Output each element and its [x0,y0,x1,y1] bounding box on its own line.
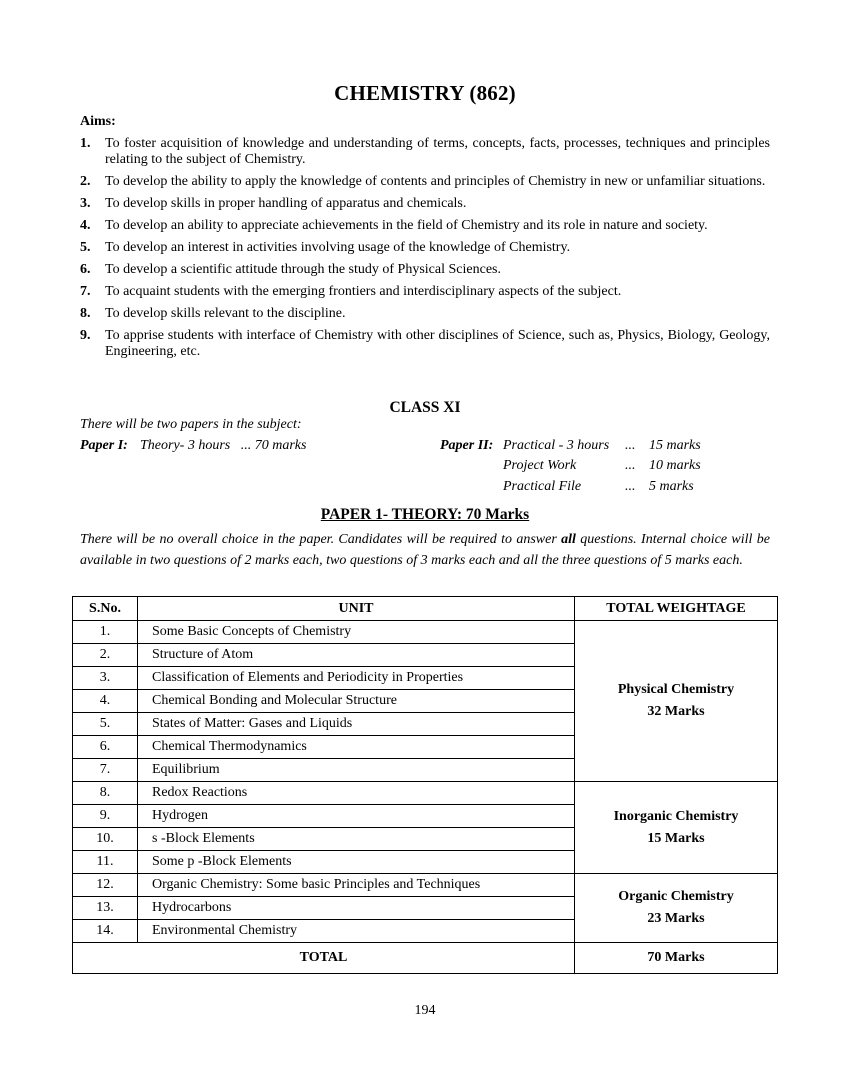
paper2-row [503,438,701,454]
table-header-row [73,597,778,621]
row-sno: 1. [73,621,138,644]
row-unit: Hydrogen [138,805,575,828]
paper-note-text: questions. Internal choice will be available in two questions of 2 marks each, two questions of 3 marks each and all the three questions of 5 marks each. [80,532,770,568]
paper-note [80,529,770,571]
row-unit: Structure of Atom [138,644,575,667]
paper2-row-marks: 5 marks [649,479,694,494]
aim-text: To develop an ability to appreciate achievements in the field of Chemistry and its role in nature and society. [105,218,708,233]
group-marks: 32 Marks [647,704,705,719]
row-unit: States of Matter: Gases and Liquids [138,713,575,736]
paper2-row [503,458,701,474]
aim-item [80,306,770,322]
aim-item [80,328,770,360]
total-row [73,943,778,974]
paper2-row-marks: 15 marks [649,438,701,453]
row-sno: 8. [73,782,138,805]
paper-heading: PAPER 1- THEORY: 70 Marks [320,506,530,523]
row-sno: 9. [73,805,138,828]
row-sno: 13. [73,897,138,920]
row-unit: Some Basic Concepts of Chemistry [138,621,575,644]
aim-item [80,262,770,278]
paper2-row-label: Project Work [503,458,577,473]
paper-note-text: There will be no overall choice in the paper. Candidates will be required to answer [80,532,562,547]
aim-number: 9. [80,328,91,343]
row-unit: Chemical Bonding and Molecular Structure [138,690,575,713]
total-marks: 70 Marks [575,943,778,974]
row-sno: 6. [73,736,138,759]
class-heading: CLASS XI [389,399,461,416]
row-sno: 3. [73,667,138,690]
aim-number: 4. [80,218,91,233]
weightage-group [575,621,778,782]
table-row [73,621,778,644]
page-title: CHEMISTRY (862) [334,81,516,105]
row-unit: Environmental Chemistry [138,920,575,943]
aim-number: 8. [80,306,91,321]
aim-item [80,196,770,212]
aim-item [80,284,770,300]
papers-note: There will be two papers in the subject: [80,417,302,432]
aim-number: 3. [80,196,91,211]
row-sno: 7. [73,759,138,782]
aim-item [80,240,770,256]
aim-text: To foster acquisition of knowledge and understanding of terms, concepts, facts, processes, techniques and principles relating to the subject of Chemistry. [105,136,770,167]
weightage-group [575,874,778,943]
row-unit: s -Block Elements [138,828,575,851]
aim-item [80,174,770,190]
aim-number: 6. [80,262,91,277]
group-marks: 23 Marks [647,911,705,926]
group-name: Physical Chemistry [617,682,735,697]
row-unit: Classification of Elements and Periodicity in Properties [138,667,575,690]
paper-note-emphasis: all [561,532,576,547]
aim-text: To apprise students with interface of Chemistry with other disciplines of Science, such as, Physics, Biology, Geology, Engineering, etc. [105,328,770,359]
page-number: 194 [414,1003,436,1018]
aim-number: 5. [80,240,91,255]
aim-text: To develop skills relevant to the discipline. [105,306,346,321]
row-unit: Organic Chemistry: Some basic Principles and Techniques [138,874,575,897]
aims-heading: Aims: [80,114,116,129]
aim-number: 1. [80,136,91,151]
row-unit: Hydrocarbons [138,897,575,920]
row-unit: Redox Reactions [138,782,575,805]
table-row [73,874,778,897]
paper2-label: Paper II: [440,438,494,453]
aim-number: 7. [80,284,91,299]
group-marks: 15 Marks [647,830,705,846]
aim-item [80,136,770,168]
paper2-row-marks: 10 marks [649,458,701,473]
column-header-unit: UNIT [138,597,575,621]
row-sno: 11. [73,851,138,874]
group-name: Organic Chemistry [618,889,734,904]
row-unit: Some p -Block Elements [138,851,575,874]
paper2-row-dots: ... [625,458,636,473]
total-label: TOTAL [73,943,575,974]
paper2-row-label: Practical - 3 hours [503,438,610,453]
column-header-weightage: TOTAL WEIGHTAGE [575,597,778,621]
paper2-row-dots: ... [625,438,636,453]
weightage-group [575,782,778,874]
aim-text: To develop skills in proper handling of apparatus and chemicals. [105,196,467,211]
row-sno: 5. [73,713,138,736]
group-name: Inorganic Chemistry [613,808,739,824]
table-row [73,782,778,805]
aim-item [80,218,770,234]
aim-text: To develop the ability to apply the knowledge of contents and principles of Chemistry in new or unfamiliar situations. [105,174,766,189]
aim-text: To acquaint students with the emerging frontiers and interdisciplinary aspects of the subject. [105,284,622,299]
row-sno: 12. [73,874,138,897]
row-unit: Chemical Thermodynamics [138,736,575,759]
paper2-row-dots: ... [625,479,636,494]
row-sno: 14. [73,920,138,943]
row-unit: Equilibrium [138,759,575,782]
row-sno: 4. [73,690,138,713]
paper2-row-label: Practical File [503,479,582,494]
units-table [72,596,778,974]
paper1-text: Theory- 3 hours ... 70 marks [140,438,307,453]
paper1-label: Paper I: [80,438,128,453]
row-sno: 2. [73,644,138,667]
column-header-sno: S.No. [73,597,138,621]
aim-text: To develop a scientific attitude through the study of Physical Sciences. [105,262,501,277]
paper2-row [503,479,694,495]
aim-text: To develop an interest in activities involving usage of the knowledge of Chemistry. [105,240,571,255]
aims-list [80,136,770,366]
aim-number: 2. [80,174,91,189]
row-sno: 10. [73,828,138,851]
